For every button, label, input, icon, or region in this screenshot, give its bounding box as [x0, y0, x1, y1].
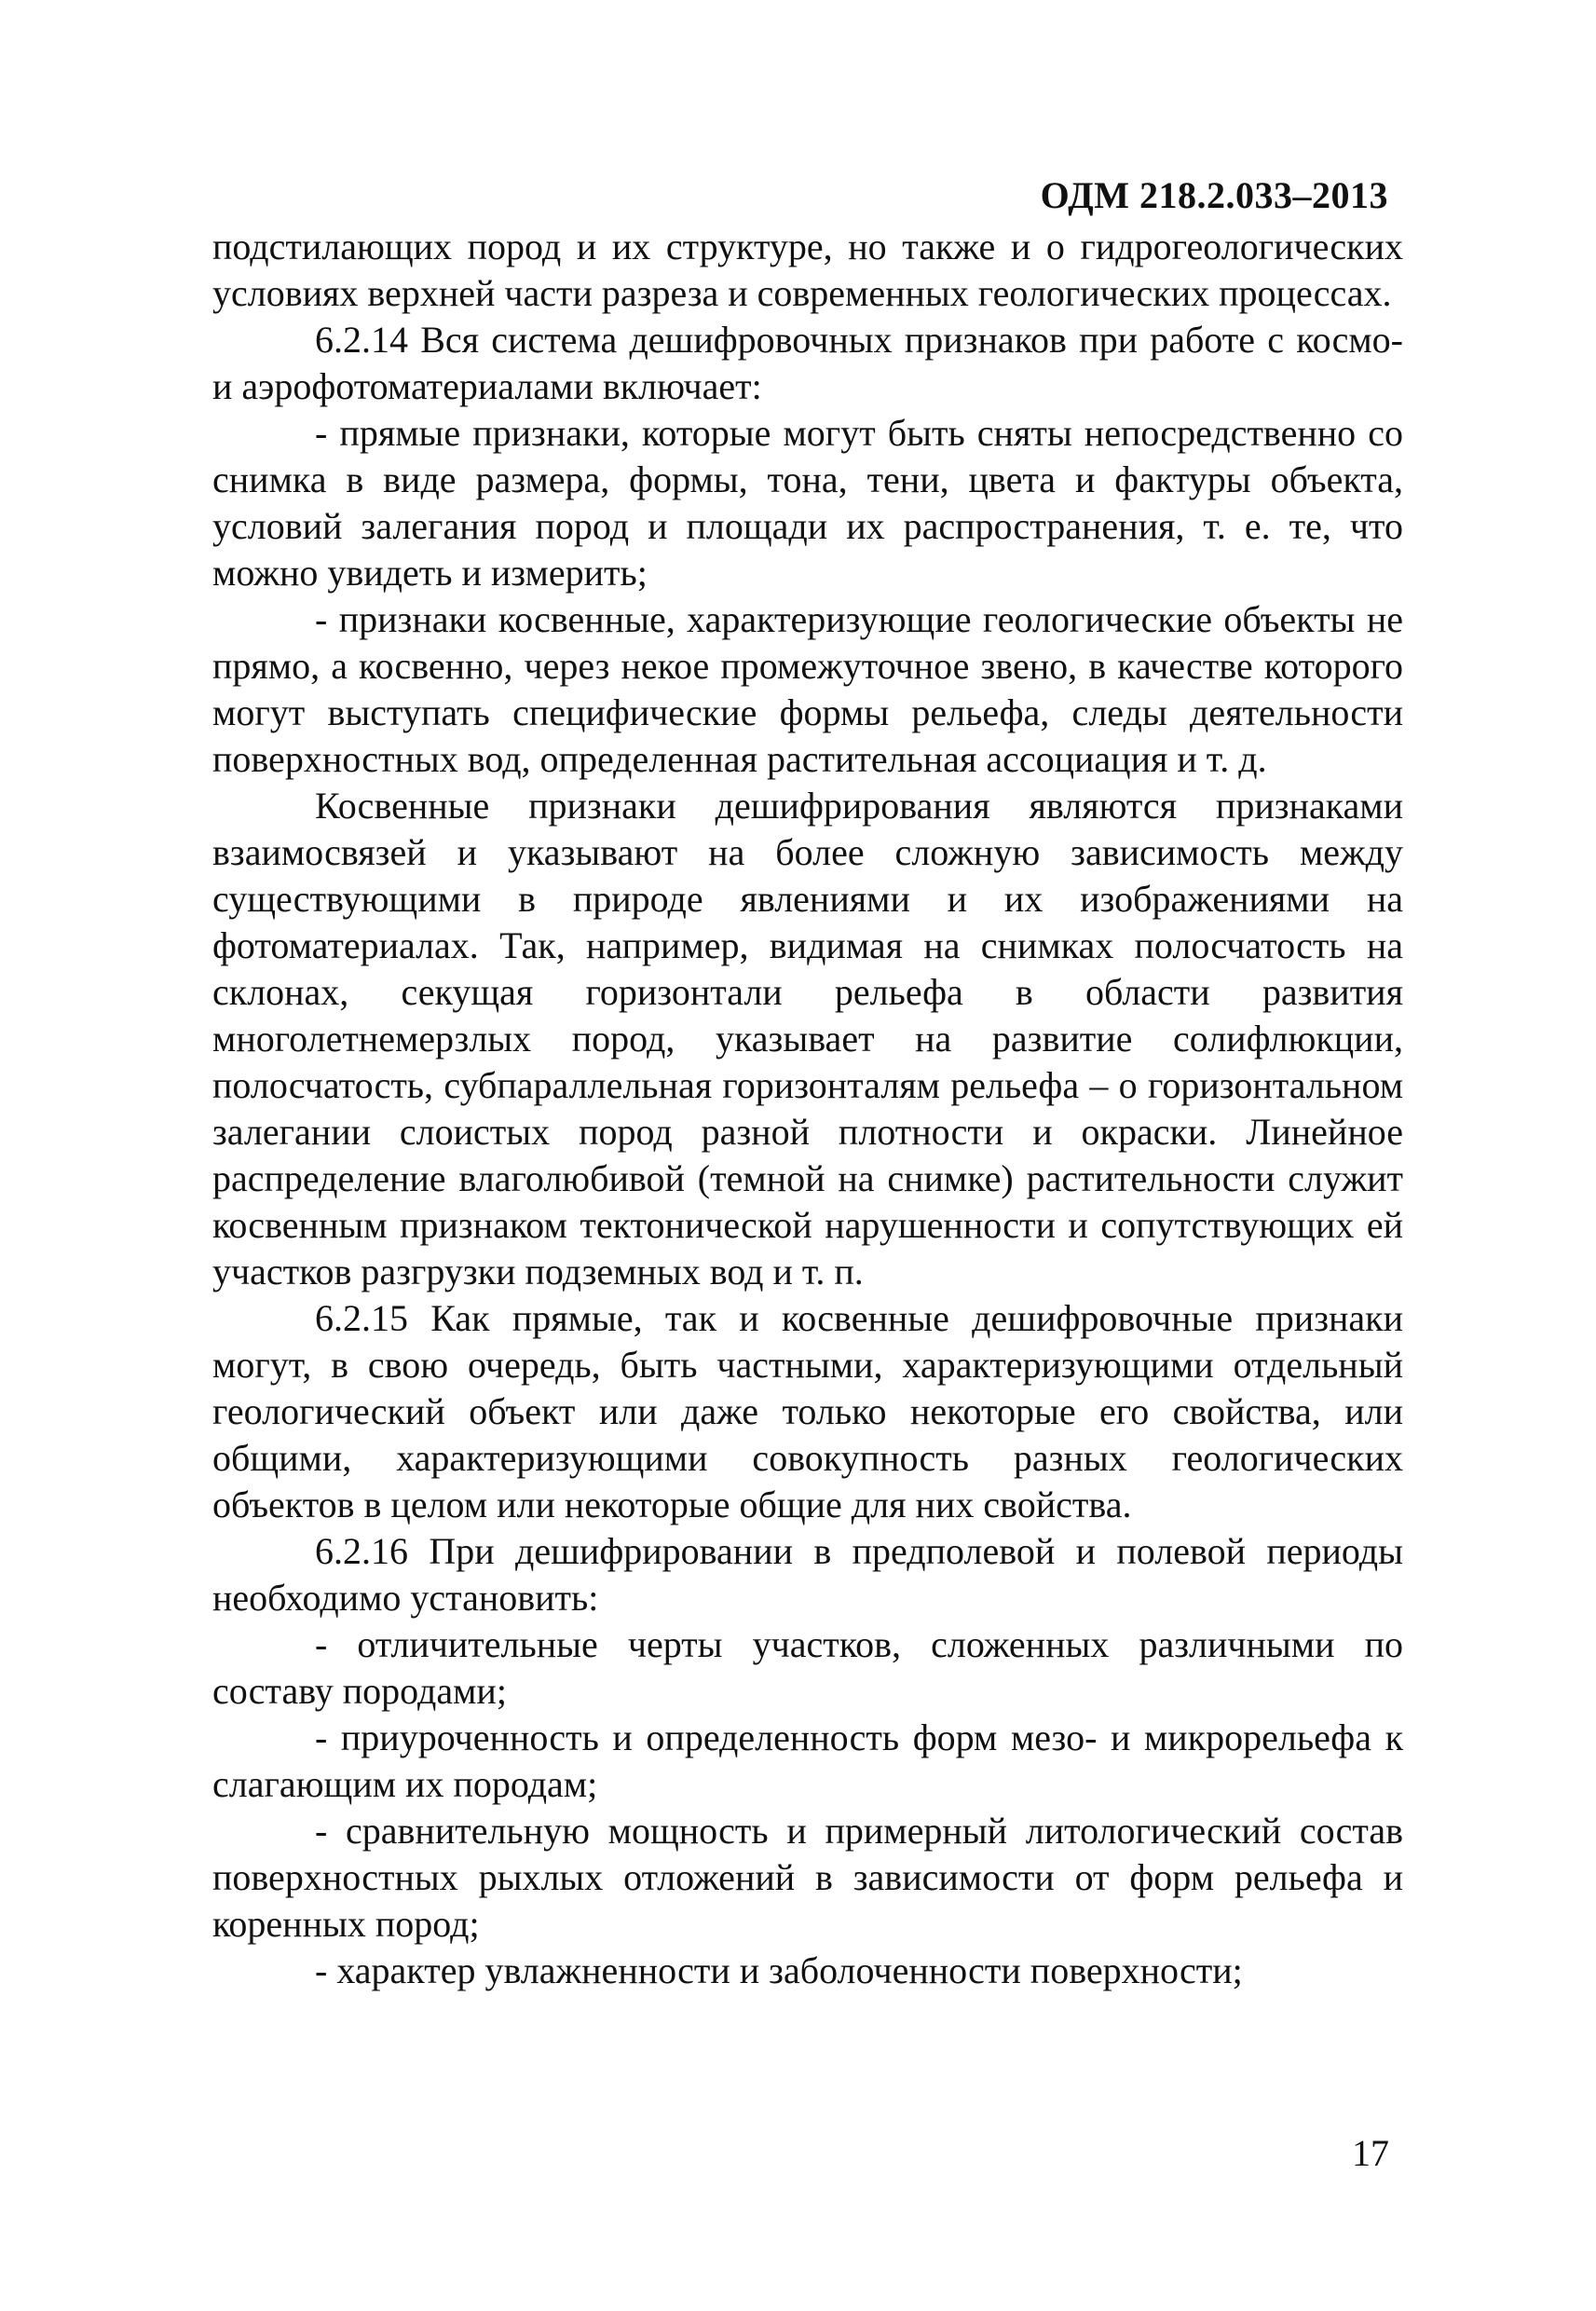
- list-item-deposit-thickness: - сравнительную мощность и примерный литологический состав поверхностных рыхлых отложений в зависимости от форм рельефа и коренных пород;: [212, 1810, 1403, 1945]
- document-code-header: ОДМ 218.2.033–2013: [1040, 174, 1388, 216]
- list-item-direct-features: - прямые признаки, которые могут быть сняты непосредственно со снимка в виде размера, формы, тона, тени, цвета и фактуры объекта, условий залегания пород и площади их распространения, т. е. те, что можно увидеть и измерить;: [212, 412, 1403, 594]
- paragraph-continuation: подстилающих пород и их структуре, но также и о гидрогеологических условиях верхней части разреза и современных геологических процессах.: [212, 226, 1403, 314]
- list-item-surface-moisture: - характер увлажненности и заболоченности поверхности;: [315, 1949, 1243, 1991]
- list-item-rock-composition: - отличительные черты участков, сложенных различными по составу породами;: [212, 1623, 1403, 1712]
- paragraph-6-2-16: 6.2.16 При дешифрировании в предполевой и полевой периоды необходимо установить:: [212, 1530, 1403, 1619]
- paragraph-6-2-15: 6.2.15 Как прямые, так и косвенные дешифровочные признаки могут, в свою очередь, быть частными, характеризующими отдельный геологический объект или даже только некоторые его свойства, или общими, характеризующими совокупность разных геологических объектов в целом или некоторые общие для них свойства.: [212, 1297, 1403, 1525]
- list-item-indirect-features: - признаки косвенные, характеризующие геологические объекты не прямо, а косвенно, через некое промежуточное звено, в качестве которого могут выступать специфические формы рельефа, следы деятельности поверхностных вод, определенная растительная ассоциация и т. д.: [212, 598, 1403, 780]
- document-body: [212, 224, 1403, 1994]
- list-item-relief-forms: - приуроченность и определенность форм мезо- и микрорельефа к слагающим их породам;: [212, 1716, 1403, 1805]
- paragraph-6-2-14: 6.2.14 Вся система дешифровочных признаков при работе с космо- и аэрофотоматериалами включает:: [212, 319, 1403, 407]
- page-number: 17: [1352, 2132, 1389, 2174]
- paragraph-indirect-explanation: Косвенные признаки дешифрирования являются признаками взаимосвязей и указывают на более сложную зависимость между существующими в природе явлениями и их изображениями на фотоматериалах. Так, например, видимая на снимках полосчатость на склонах, секущая горизонтали рельефа в области развития многолетнемерзлых пород, указывает на развитие солифлюкции, полосчатость, субпараллельная горизонталям рельефа – о горизонтальном залегании слоистых пород разной плотности и окраски. Линейное распределение влаголюбивой (темной на снимке) растительности служит косвенным признаком тектонической нарушенности и сопутствующих ей участков разгрузки подземных вод и т. п.: [212, 785, 1403, 1292]
